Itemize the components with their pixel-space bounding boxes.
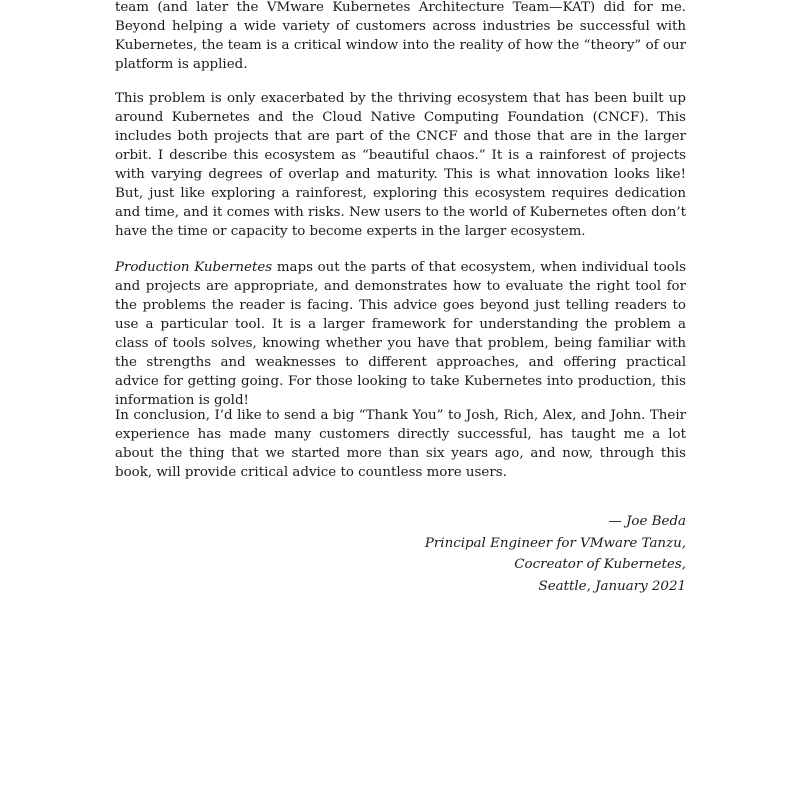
paragraph-ecosystem xyxy=(115,89,686,241)
signature-title: Cocreator of Kubernetes, xyxy=(514,557,686,572)
signature-role: Principal Engineer for VMware Tanzu, xyxy=(424,535,686,551)
paragraph-production-kubernetes xyxy=(115,258,686,410)
paragraph-text: This problem is only exacerbated by the thriving ecosystem that has been built up around Kubernetes and the Cloud Native Computing Foundation (CNCF). This includes both projects that are part of the CNCF and those that are in the larger orbit. I describe this ecosystem as “beautiful chaos.” It is a rainforest of projects with varying degrees of overlap and maturity. This is what innovation looks like! But, just like exploring a rainforest, exploring this ecosystem requires dedication and time, and it comes with risks. New users to the world of Kubernetes often don’t have the time or capacity to become experts in the larger ecosystem. xyxy=(115,91,686,239)
signature-block xyxy=(425,511,686,597)
book-title-emphasis: Production Kubernetes xyxy=(115,260,273,275)
paragraph-text xyxy=(115,258,686,410)
paragraph-text: team (and later the VMware Kubernetes Architecture Team—KAT) did for me. Beyond helping a wide variety of customers across industries be successful with Kubernetes, the team is a critical window into the reality of how the “theory” of our platform is applied. xyxy=(115,0,686,72)
paragraph-conclusion xyxy=(115,406,686,482)
signature-place-date: Seattle, January 2021 xyxy=(538,578,686,594)
paragraph-body: maps out the parts of that ecosystem, when individual tools and projects are appropriate, and demonstrates how to evaluate the right tool for the problems the reader is facing. This advice goes beyond just telling readers to use a particular tool. It is a larger framework for understanding the problem a class of tools solves, knowing whether you have that problem, being familiar with the strengths and weaknesses to different approaches, and offering practical advice for getting going. For those looking to take Kubernetes into production, this information is gold! xyxy=(115,260,687,408)
paragraph-text: In conclusion, I’d like to send a big “Thank You” to Josh, Rich, Alex, and John. Their experience has made many customers directly successful, has taught me a lot about the thing that we started more than six years ago, and now, through this book, will provide critical advice to countless more users. xyxy=(115,408,686,480)
signature-author: — Joe Beda xyxy=(608,514,686,529)
paragraph-team-window xyxy=(115,0,686,74)
